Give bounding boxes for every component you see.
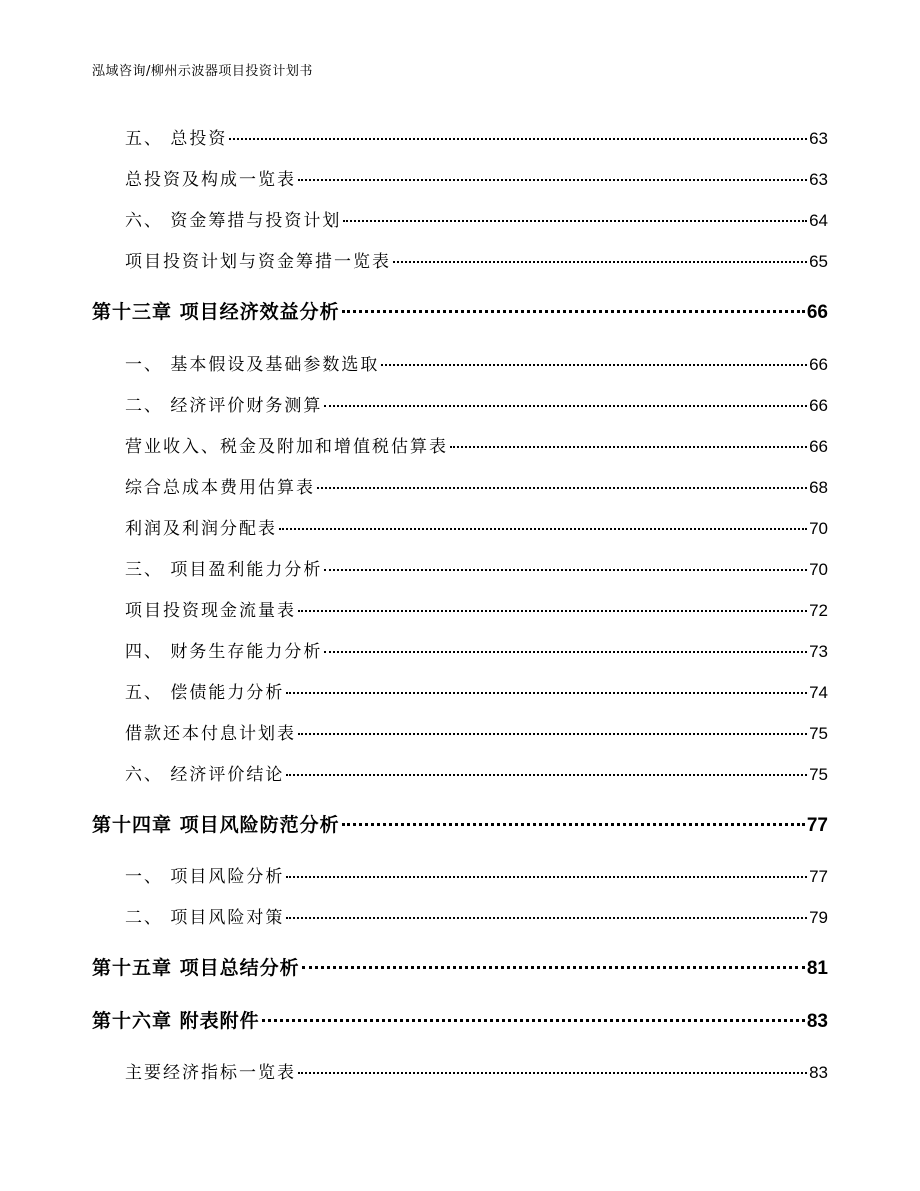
toc-entry-page: 66 [809,396,828,415]
toc-entry[interactable] [125,473,828,498]
toc-entry-label: 五、 偿债能力分析 [125,683,285,703]
toc-entry[interactable] [125,637,828,662]
toc-entry-label: 五、 总投资 [125,129,228,149]
toc-leader-dots [381,364,807,366]
toc-entry-page: 65 [809,252,828,271]
toc-entry[interactable] [125,206,828,231]
toc-leader-dots [262,1019,805,1022]
toc-entry-label: 二、 经济评价财务测算 [125,396,323,416]
toc-entry[interactable] [125,760,828,785]
toc-leader-dots [302,966,805,969]
toc-leader-dots [286,917,807,919]
toc-leader-dots [286,692,807,694]
toc-entry-page: 68 [809,478,828,497]
toc-chapter-page: 66 [806,302,828,323]
toc-entry-label: 借款还本付息计划表 [125,724,296,744]
toc-entry-label: 项目投资现金流量表 [125,601,296,621]
toc-entry-label: 综合总成本费用估算表 [125,478,315,498]
toc-entry[interactable] [125,165,828,190]
toc-leader-dots [286,876,807,878]
toc-entry-page: 83 [809,1063,828,1082]
toc-entry-label: 一、 项目风险分析 [125,867,285,887]
toc-entry-page: 74 [809,683,828,702]
toc-entry-label: 一、 基本假设及基础参数选取 [125,355,380,375]
toc-chapter-entry[interactable] [92,953,828,980]
toc-leader-dots [324,405,807,407]
toc-leader-dots [450,446,807,448]
toc-leader-dots [279,528,807,530]
toc-entry[interactable] [125,555,828,580]
toc-entry[interactable] [125,124,828,149]
toc-entry-page: 79 [809,908,828,927]
toc-entry[interactable] [125,247,828,272]
toc-entry-page: 75 [809,765,828,784]
toc-entry-label: 营业收入、税金及附加和增值税估算表 [125,437,448,457]
toc-entry-label: 六、 资金筹措与投资计划 [125,211,342,231]
toc-entry-label: 六、 经济评价结论 [125,765,285,785]
toc-entry-page: 63 [809,170,828,189]
toc-entry-page: 72 [809,601,828,620]
toc-entry[interactable] [125,432,828,457]
toc-entry-label: 主要经济指标一览表 [125,1063,296,1083]
toc-entry[interactable] [125,391,828,416]
toc-entry[interactable] [125,903,828,928]
toc-chapter-label: 第十六章 附表附件 [92,1010,260,1032]
toc-chapter-page: 77 [806,815,828,836]
toc-leader-dots [343,220,807,222]
toc-entry[interactable] [125,719,828,744]
toc-leader-dots [298,179,807,181]
toc-chapter-page: 83 [806,1011,828,1032]
toc-chapter-label: 第十五章 项目总结分析 [92,957,300,979]
toc-entry-label: 三、 项目盈利能力分析 [125,560,323,580]
toc-entry-label: 四、 财务生存能力分析 [125,642,323,662]
toc-entry[interactable] [125,678,828,703]
toc-leader-dots [229,138,807,140]
toc-entry-page: 77 [809,867,828,886]
toc-entry[interactable] [125,596,828,621]
toc-leader-dots [317,487,807,489]
toc-entry-label: 总投资及构成一览表 [125,170,296,190]
toc-entry-label: 项目投资计划与资金筹措一览表 [125,252,391,272]
toc-chapter-page: 81 [806,958,828,979]
running-header: 泓域咨询/柳州示波器项目投资计划书 [92,64,313,79]
header-rule [92,83,828,84]
toc-entry[interactable] [125,862,828,887]
toc-entry-page: 64 [809,211,828,230]
toc-leader-dots [342,310,805,313]
toc-chapter-entry[interactable] [92,297,828,324]
toc-leader-dots [342,823,805,826]
toc-entry[interactable] [125,514,828,539]
toc-chapter-label: 第十三章 项目经济效益分析 [92,301,340,323]
toc-leader-dots [286,774,807,776]
toc-leader-dots [324,651,807,653]
toc-entry-page: 66 [809,355,828,374]
toc-entry-page: 63 [809,129,828,148]
toc-leader-dots [298,733,807,735]
toc-entry[interactable] [125,1058,828,1083]
toc-chapter-entry[interactable] [92,1006,828,1033]
toc-entry-page: 75 [809,724,828,743]
toc-entry-label: 利润及利润分配表 [125,519,277,539]
toc-entry[interactable] [125,350,828,375]
toc-entry-page: 70 [809,519,828,538]
toc-leader-dots [298,610,807,612]
toc-chapter-entry[interactable] [92,810,828,837]
toc-entry-label: 二、 项目风险对策 [125,908,285,928]
toc-entry-page: 73 [809,642,828,661]
toc-leader-dots [393,261,807,263]
toc-leader-dots [324,569,807,571]
toc-chapter-label: 第十四章 项目风险防范分析 [92,814,340,836]
toc-leader-dots [298,1072,807,1074]
toc-entry-page: 66 [809,437,828,456]
toc-entry-page: 70 [809,560,828,579]
